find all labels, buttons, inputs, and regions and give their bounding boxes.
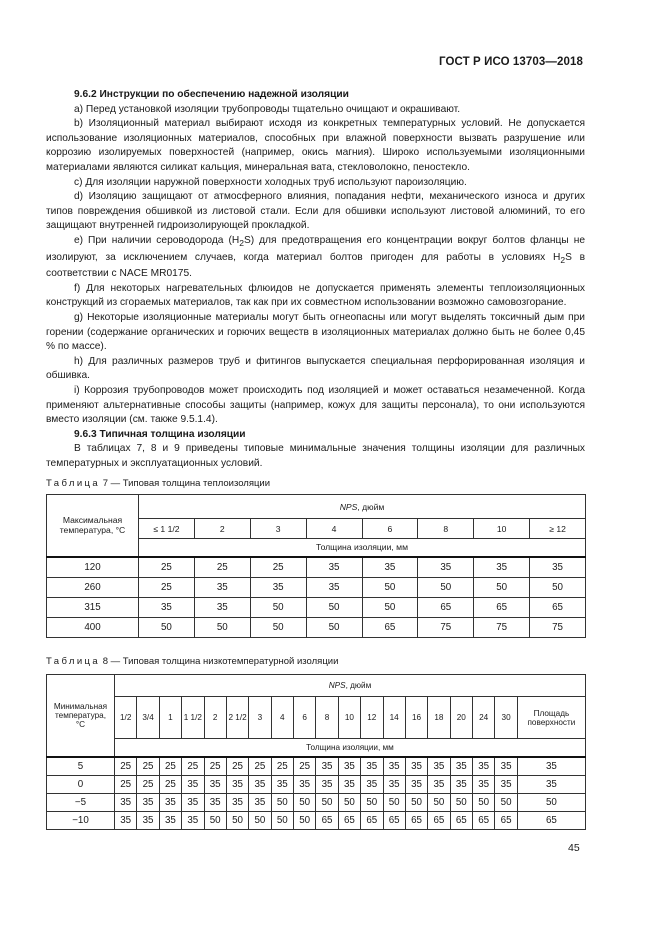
table8-size-header: 2 1/2	[226, 697, 248, 739]
table8-value-cell: 50	[473, 793, 495, 811]
table8-value-cell: 35	[517, 757, 585, 776]
item-c: c) Для изоляции наружной поверхности холодных труб используют пароизоляцию.	[74, 176, 467, 188]
section-heading-963: 9.6.3 Типичная толщина изоляции	[74, 428, 246, 440]
table7-nps-header	[139, 495, 586, 519]
table7-temp-cell: 120	[47, 557, 139, 578]
table7-value-cell: 25	[194, 557, 250, 578]
item-a: а) Перед установкой изоляции трубопроводы тщательно очищают и окрашивают.	[74, 103, 461, 115]
table8-value-cell: 50	[517, 793, 585, 811]
table8-size-header: 30	[495, 697, 517, 739]
table8-nps-label: NPS	[328, 681, 346, 690]
table8-value-cell: 25	[159, 775, 181, 793]
table7-size-header: ≥ 12	[530, 519, 586, 539]
table8-size-header: 1 1/2	[182, 697, 204, 739]
table8-size-header: 18	[428, 697, 450, 739]
table7-size-header: 10	[474, 519, 530, 539]
table7-value-cell: 75	[418, 617, 474, 637]
table8-temp-cell: 5	[47, 757, 115, 776]
table8-temp-cell: 0	[47, 775, 115, 793]
table8-value-cell: 50	[428, 793, 450, 811]
table8-value-cell: 35	[249, 793, 271, 811]
table7-value-cell: 50	[306, 597, 362, 617]
table8-value-cell: 35	[405, 775, 427, 793]
item-b: b) Изоляционный материал выбирают исходя из конкретных температурных условий. Не допускается использование изоляционных материалов, способных при влажной поверхности вызвать разрушение или коррозию изолируемых поверхностей (например, окись магния). Широко используемыми изоляционными материалами являются силикат кальция, минеральная вата, стекловолокно, пеностекло.	[46, 118, 585, 173]
table8-size-header: 24	[473, 697, 495, 739]
table8-value-cell: 65	[450, 811, 472, 829]
table7-size-header: 8	[418, 519, 474, 539]
table8-value-cell: 35	[450, 775, 472, 793]
table8-size-header: 16	[405, 697, 427, 739]
table8-value-cell: 25	[249, 757, 271, 776]
table8-value-cell: 50	[271, 811, 293, 829]
item-d: d) Изоляцию защищают от атмосферного влияния, попадания нефти, механического износа и других типов повреждения обшивкой из листовой стали. Если для обшивки используют листовой алюминий, то его защищают внутренней гидроизолирующей прокладкой.	[46, 191, 585, 232]
table8-size-header: 2	[204, 697, 226, 739]
section-963-text: В таблицах 7, 8 и 9 приведены типовые минимальные значения толщины изоляции для различных температурных и эксплуатационных условий.	[46, 443, 585, 469]
table7-value-cell: 50	[362, 597, 418, 617]
page-number: 45	[568, 842, 580, 854]
table8-value-cell: 25	[226, 757, 248, 776]
table8-size-header: 3	[249, 697, 271, 739]
table-row	[47, 597, 586, 617]
table8-size-header: 10	[338, 697, 360, 739]
table7-value-cell: 35	[194, 597, 250, 617]
table8-value-cell: 25	[271, 757, 293, 776]
table8-caption-text: 8 — Типовая толщина низкотемпературной изоляции	[102, 656, 339, 667]
table8-value-cell: 35	[450, 757, 472, 776]
item-e	[46, 234, 585, 282]
table8-value-cell: 35	[204, 775, 226, 793]
table8-temp-cell: −5	[47, 793, 115, 811]
table-row	[47, 793, 586, 811]
table-7	[46, 494, 586, 638]
item-f: f) Для некоторых нагревательных флюидов не допускается применять элементы теплоизоляционных конструкций из сгораемых материалов, так как при их совместном использовании возможно самовозгорание.	[46, 282, 585, 309]
table8-value-cell: 35	[495, 775, 517, 793]
table7-value-cell: 75	[474, 617, 530, 637]
item-e-part3: S в соответствии с NACE MR0175.	[46, 251, 585, 280]
table7-value-cell: 25	[250, 557, 306, 578]
table8-value-cell: 65	[473, 811, 495, 829]
table8-value-cell: 65	[316, 811, 338, 829]
body-text	[46, 88, 585, 472]
item-e-part2: S) для предотвращения его концентрации вокруг болтов фланцы не изолируют, за исключением случаев, когда материал болтов пригоден для работы в условиях H	[46, 234, 585, 263]
table8-value-cell: 35	[137, 811, 159, 829]
table8-value-cell: 65	[495, 811, 517, 829]
item-e-part1: е) При наличии сероводорода (H	[74, 234, 240, 246]
table8-value-cell: 35	[182, 811, 204, 829]
table8-temp-cell: −10	[47, 811, 115, 829]
table7-temp-cell: 260	[47, 577, 139, 597]
table7-temp-cell: 400	[47, 617, 139, 637]
table7-value-cell: 50	[306, 617, 362, 637]
table8-value-cell: 35	[226, 793, 248, 811]
table8-value-cell: 65	[383, 811, 405, 829]
table8-caption-word: Таблица	[46, 656, 101, 667]
table8-value-cell: 35	[159, 811, 181, 829]
table7-value-cell: 50	[250, 617, 306, 637]
table8-value-cell: 35	[473, 775, 495, 793]
table8-size-header: 8	[316, 697, 338, 739]
table8-value-cell: 65	[405, 811, 427, 829]
table8-value-cell: 35	[182, 775, 204, 793]
table8-nps-header	[115, 675, 586, 697]
table8-value-cell: 35	[294, 775, 316, 793]
table8-value-cell: 25	[159, 757, 181, 776]
table8-value-cell: 25	[182, 757, 204, 776]
table7-size-header: ≤ 1 1/2	[139, 519, 195, 539]
table8-value-cell: 35	[361, 757, 383, 776]
table8-value-cell: 65	[517, 811, 585, 829]
table8-value-cell: 50	[271, 793, 293, 811]
table8-value-cell: 65	[428, 811, 450, 829]
table8-value-cell: 50	[361, 793, 383, 811]
table7-value-cell: 65	[362, 617, 418, 637]
table8-value-cell: 35	[226, 775, 248, 793]
table7-thickness-header: Толщина изоляции, мм	[139, 539, 586, 557]
table8-value-cell: 35	[473, 757, 495, 776]
table8-value-cell: 50	[294, 793, 316, 811]
table8-size-header: 1	[159, 697, 181, 739]
item-h: h) Для различных размеров труб и фитингов выпускается специальная перфорированная изоляция и обшивка.	[46, 355, 585, 382]
table8-value-cell: 65	[361, 811, 383, 829]
table-row	[47, 775, 586, 793]
table7-value-cell: 25	[139, 557, 195, 578]
table-row	[47, 577, 586, 597]
table8-caption	[46, 656, 338, 667]
table8-value-cell: 35	[338, 775, 360, 793]
table8-value-cell: 35	[271, 775, 293, 793]
table8-value-cell: 35	[428, 757, 450, 776]
table8-value-cell: 35	[159, 793, 181, 811]
item-e-sub1: 2	[239, 237, 244, 248]
table8-value-cell: 50	[405, 793, 427, 811]
table7-value-cell: 35	[139, 597, 195, 617]
table8-value-cell: 35	[182, 793, 204, 811]
table7-caption-text: 7 — Типовая толщина теплоизоляции	[102, 478, 271, 489]
item-e-sub2: 2	[560, 254, 566, 265]
table7-value-cell: 35	[474, 557, 530, 578]
table7-value-cell: 50	[194, 617, 250, 637]
table7-value-cell: 65	[418, 597, 474, 617]
table8-value-cell: 35	[517, 775, 585, 793]
table8-size-header: 20	[450, 697, 472, 739]
table8-size-header: 1/2	[115, 697, 137, 739]
table8-value-cell: 25	[137, 775, 159, 793]
table8-value-cell: 35	[383, 757, 405, 776]
table8-value-cell: 35	[316, 757, 338, 776]
section-heading-962: 9.6.2 Инструкции по обеспечению надежной изоляции	[74, 89, 349, 100]
table8-value-cell: 50	[495, 793, 517, 811]
table7-value-cell: 50	[530, 577, 586, 597]
table7-value-cell: 75	[530, 617, 586, 637]
table7-nps-unit: , дюйм	[357, 501, 385, 512]
table7-value-cell: 50	[139, 617, 195, 637]
table7-size-header: 2	[194, 519, 250, 539]
table8-value-cell: 35	[249, 775, 271, 793]
item-i: i) Коррозия трубопроводов может происходить под изоляцией и может оставаться незамеченной. Когда применяют альтернативные способы защиты (например, кожух для защиты персонала), то они используются вместо изоляции (см. также 9.5.1.4).	[46, 384, 585, 426]
table7-value-cell: 35	[194, 577, 250, 597]
table7-size-header: 3	[250, 519, 306, 539]
table7-caption	[46, 478, 270, 489]
table7-size-header: 6	[362, 519, 418, 539]
table7-temp-cell: 315	[47, 597, 139, 617]
table-row	[47, 757, 586, 776]
table8-value-cell: 50	[338, 793, 360, 811]
table8-value-cell: 35	[405, 757, 427, 776]
table7-value-cell: 50	[250, 597, 306, 617]
table8-value-cell: 35	[495, 757, 517, 776]
table8-value-cell: 35	[115, 793, 137, 811]
table7-col-temp-header: Максимальная температура, °С	[47, 495, 139, 557]
table8-value-cell: 25	[137, 757, 159, 776]
table8-value-cell: 35	[137, 793, 159, 811]
table7-value-cell: 50	[362, 577, 418, 597]
table8-value-cell: 35	[115, 811, 137, 829]
table8-value-cell: 35	[361, 775, 383, 793]
table-row	[47, 557, 586, 578]
table8-value-cell: 35	[428, 775, 450, 793]
table8-thickness-header: Толщина изоляции, мм	[115, 739, 586, 757]
table7-value-cell: 65	[530, 597, 586, 617]
table7-value-cell: 35	[530, 557, 586, 578]
table8-value-cell: 50	[226, 811, 248, 829]
table8-col-temp-header: Минимальная температура, °С	[47, 675, 115, 757]
table8-value-cell: 25	[115, 775, 137, 793]
table8-size-header: 6	[294, 697, 316, 739]
table7-value-cell: 35	[362, 557, 418, 578]
table8-size-header: 14	[383, 697, 405, 739]
table8-size-header: 12	[361, 697, 383, 739]
table8-value-cell: 65	[338, 811, 360, 829]
table8-surface-header: Площадь поверхности	[517, 697, 585, 739]
table8-value-cell: 35	[204, 793, 226, 811]
table8-value-cell: 50	[316, 793, 338, 811]
table8-value-cell: 25	[115, 757, 137, 776]
table7-value-cell: 65	[474, 597, 530, 617]
table8-value-cell: 35	[338, 757, 360, 776]
document-header: ГОСТ Р ИСО 13703—2018	[438, 56, 583, 68]
table7-value-cell: 35	[418, 557, 474, 578]
table7-value-cell: 50	[418, 577, 474, 597]
table7-value-cell: 35	[306, 557, 362, 578]
table-row	[47, 811, 586, 829]
table8-value-cell: 50	[249, 811, 271, 829]
table7-value-cell: 35	[306, 577, 362, 597]
table8-value-cell: 25	[204, 757, 226, 776]
table8-size-header: 3/4	[137, 697, 159, 739]
table7-size-header: 4	[306, 519, 362, 539]
table7-value-cell: 25	[139, 577, 195, 597]
table8-value-cell: 50	[204, 811, 226, 829]
table8-size-header: 4	[271, 697, 293, 739]
table-8	[46, 674, 586, 830]
table8-value-cell: 50	[450, 793, 472, 811]
table8-value-cell: 35	[383, 775, 405, 793]
item-g: g) Некоторые изоляционные материалы могут быть огнеопасны или могут выделять токсичный дым при горении (содержание органических и горючих веществ в изоляционных материалах должно быть не более 0,45 % по массе).	[46, 311, 585, 353]
table8-nps-unit: , дюйм	[345, 681, 372, 690]
table8-value-cell: 50	[383, 793, 405, 811]
table8-value-cell: 35	[316, 775, 338, 793]
table7-value-cell: 35	[250, 577, 306, 597]
table8-value-cell: 50	[294, 811, 316, 829]
table-row	[47, 617, 586, 637]
table7-nps-label: NPS	[339, 501, 358, 512]
table7-value-cell: 50	[474, 577, 530, 597]
table7-caption-word: Таблица	[46, 478, 101, 489]
table8-value-cell: 25	[294, 757, 316, 776]
